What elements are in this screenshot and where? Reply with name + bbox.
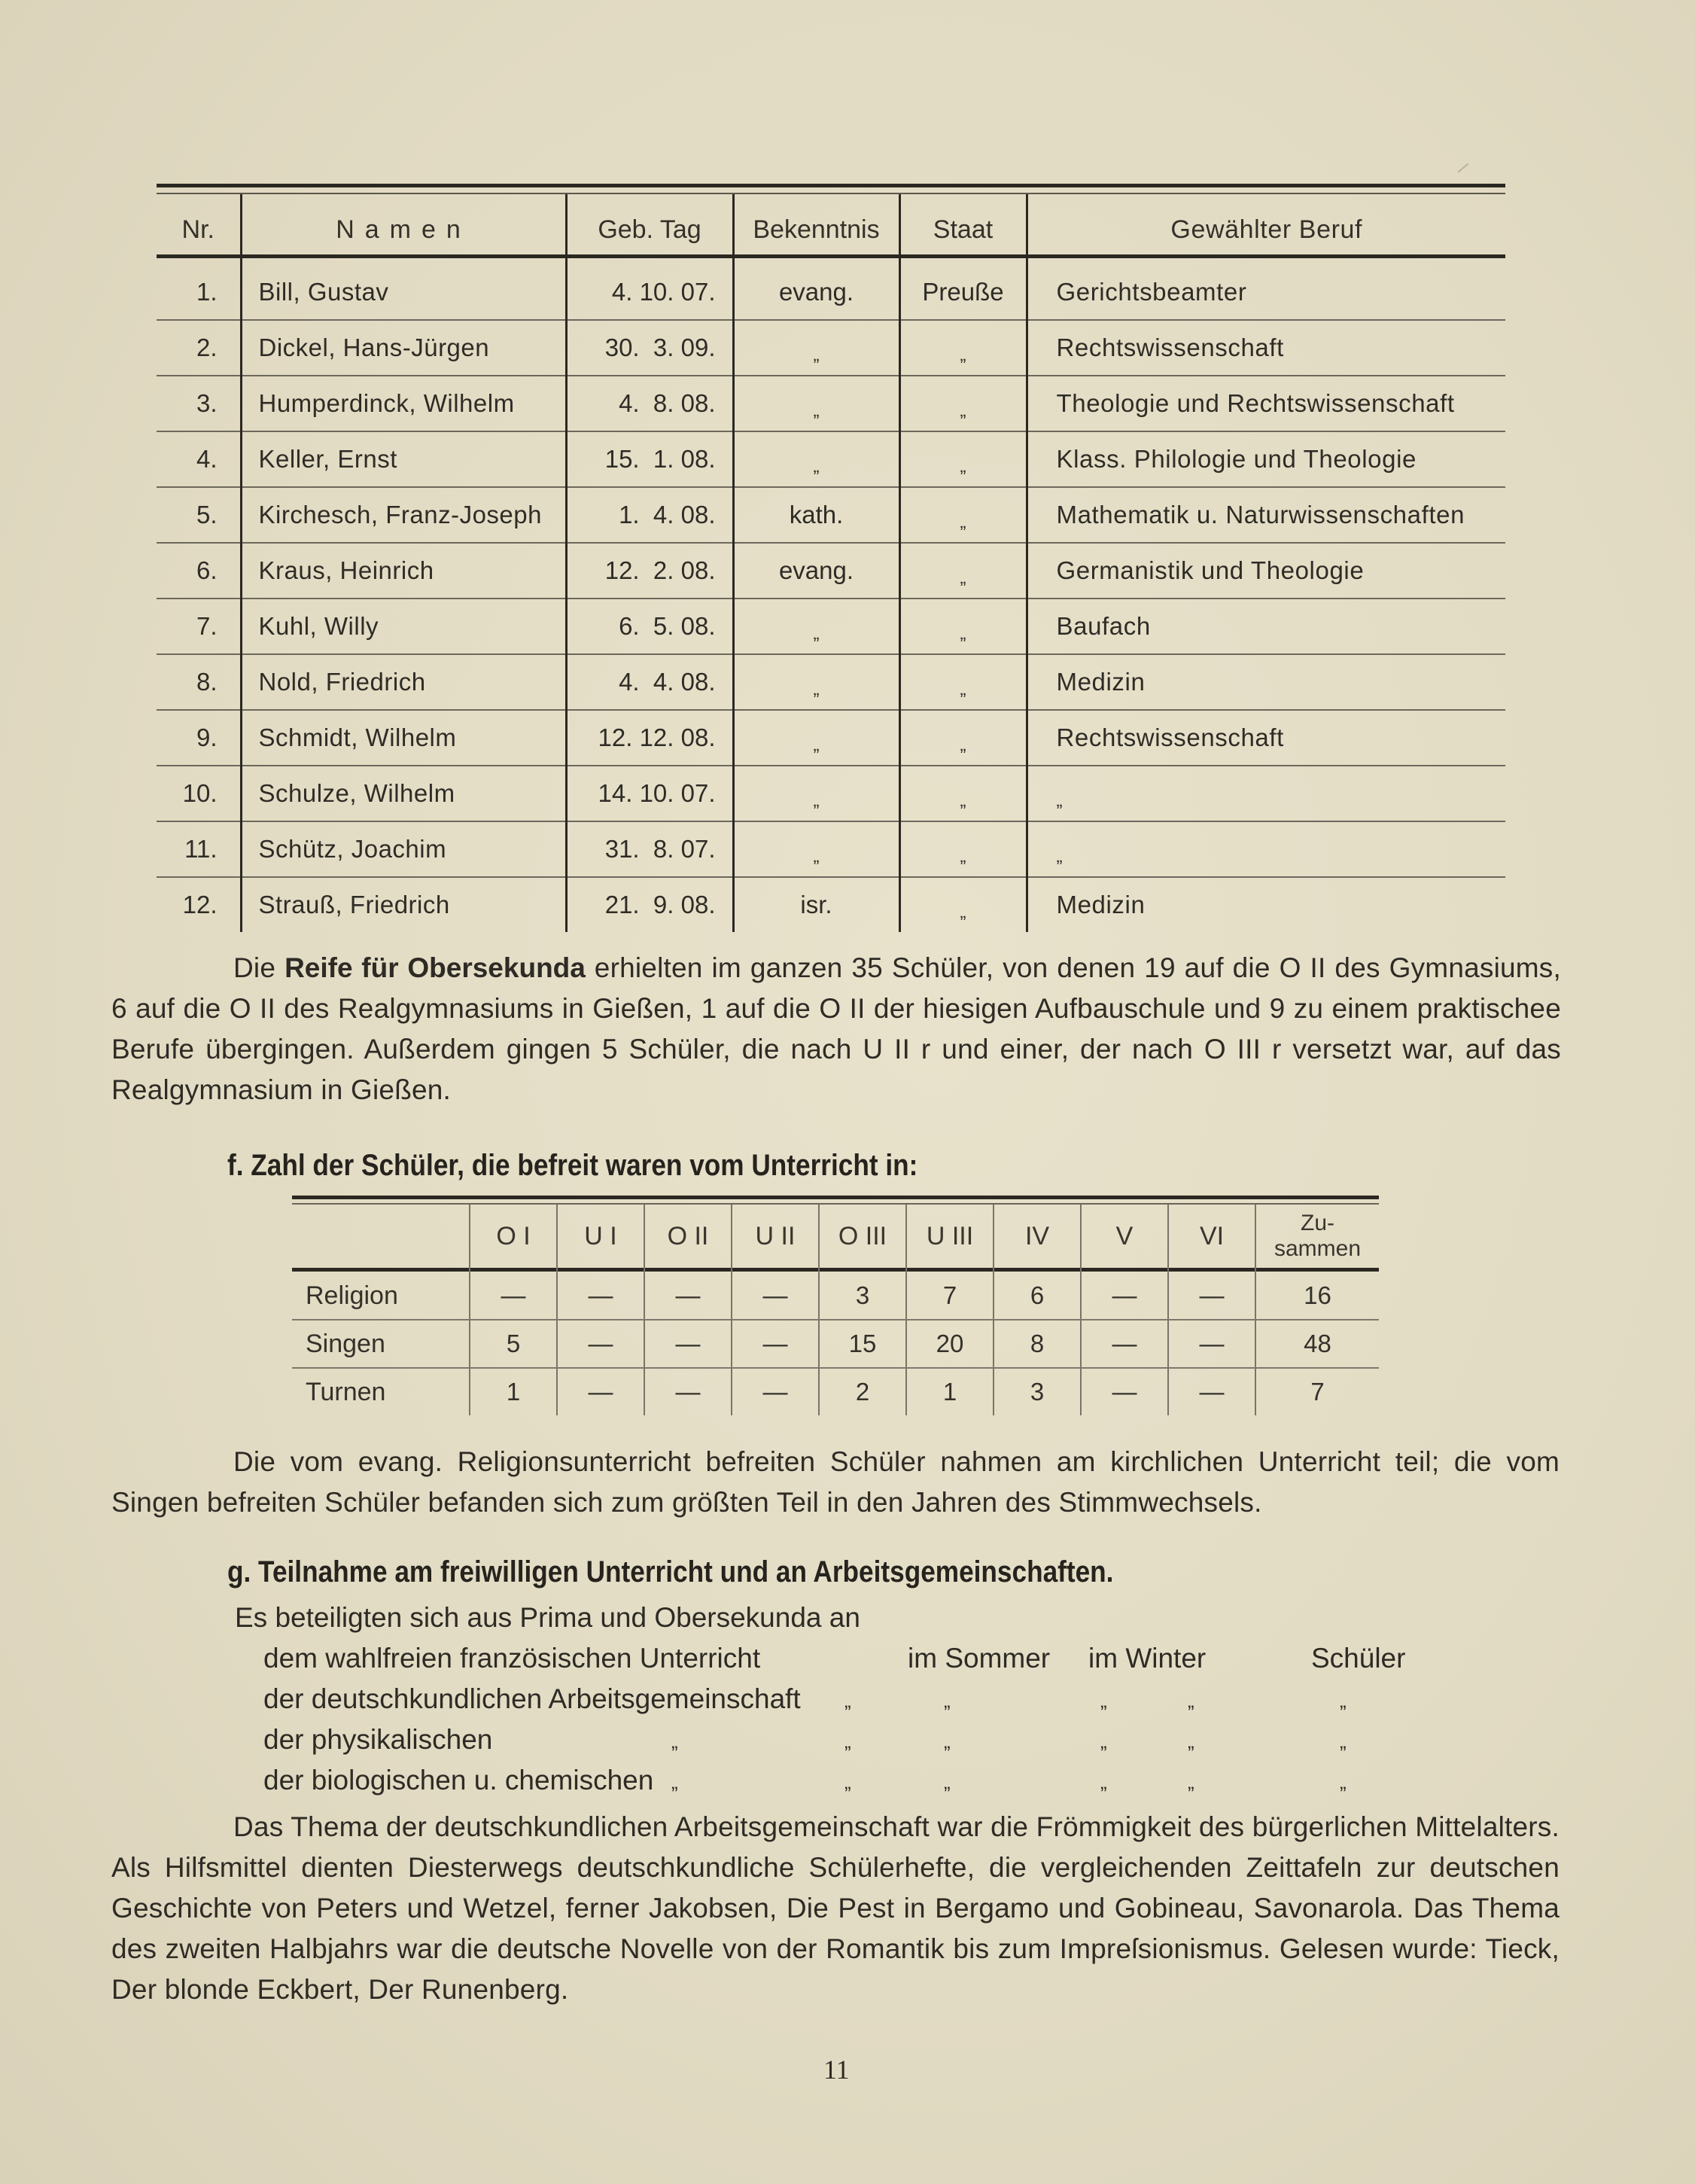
state [899, 320, 1027, 376]
ditto-mark: „ [1100, 1771, 1107, 1793]
row-number-text: 1. [196, 278, 218, 306]
state [899, 877, 1027, 932]
graduate-row [157, 654, 1505, 710]
confession-text: „ [813, 735, 820, 755]
table-rule [292, 1196, 1379, 1199]
chosen-profession [1027, 599, 1505, 654]
row-number-text: 5. [196, 501, 218, 528]
state [899, 654, 1027, 710]
exemption-count: 2 [819, 1368, 906, 1415]
birth-date-text: 1. 4. 08. [619, 501, 716, 528]
state [899, 766, 1027, 821]
chosen-profession [1027, 654, 1505, 710]
row-number [157, 487, 241, 543]
chosen-profession-text: Rechtswissenschaft [1056, 334, 1284, 361]
confession [733, 877, 899, 932]
confession-text: kath. [789, 501, 844, 528]
state-text: „ [960, 623, 966, 644]
exemption-row [292, 1368, 1379, 1415]
exemption-total: 7 [1310, 1378, 1325, 1406]
exemption-count: — [644, 1268, 732, 1320]
student-name-text: Schütz, Joachim [258, 835, 447, 863]
student-name [241, 543, 566, 599]
state-text: „ [960, 568, 966, 588]
ditto-mark: „ [1100, 1730, 1107, 1753]
state [899, 599, 1027, 654]
exemption-count: — [644, 1320, 732, 1368]
ditto-mark: „ [844, 1771, 851, 1793]
header-nr: Nr. [157, 194, 241, 265]
chosen-profession-text: Mathematik u. Naturwissenschaften [1056, 501, 1465, 528]
ditto-mark: „ [1188, 1771, 1194, 1793]
confession [733, 320, 899, 376]
row-number-text: 10. [182, 779, 218, 807]
graduates-table-header [157, 194, 1505, 265]
header-total-line1: Zu- [1301, 1211, 1334, 1235]
row-number [157, 599, 241, 654]
student-name-text: Nold, Friedrich [258, 668, 426, 696]
exemption-count: 6 [994, 1268, 1081, 1320]
exemption-count: — [557, 1268, 644, 1320]
chosen-profession-text: Rechtswissenschaft [1056, 723, 1284, 751]
exemption-count: — [732, 1320, 819, 1368]
state [899, 543, 1027, 599]
header-birth-date: Geb. Tag [566, 194, 733, 265]
confession [733, 654, 899, 710]
student-name [241, 654, 566, 710]
student-name [241, 766, 566, 821]
student-name [241, 376, 566, 431]
table-rule [157, 184, 1505, 187]
row-number-text: 7. [196, 612, 218, 640]
birth-date-text: 12. 12. 08. [598, 723, 716, 751]
chosen-profession [1027, 320, 1505, 376]
row-number-text: 2. [196, 334, 218, 361]
reife-paragraph [111, 948, 1561, 1110]
exemption-count: — [1168, 1320, 1255, 1368]
section-g-paragraph [111, 1807, 1560, 2010]
student-name-text: Schmidt, Wilhelm [258, 723, 457, 751]
exemption-count: 5 [470, 1320, 557, 1368]
row-number-text: 3. [196, 389, 218, 417]
birth-date [566, 599, 733, 654]
exemption-count: — [1081, 1320, 1168, 1368]
state-text: Preuße [922, 278, 1004, 306]
ditto-mark: „ [1340, 1730, 1347, 1753]
header-class: IV [994, 1205, 1081, 1268]
state [899, 265, 1027, 320]
confession-text: „ [813, 846, 820, 867]
row-number [157, 431, 241, 487]
birth-date [566, 376, 733, 431]
ditto-mark: „ [671, 1730, 678, 1753]
confession [733, 821, 899, 877]
ditto-mark: „ [1340, 1771, 1347, 1793]
header-class: U II [732, 1205, 819, 1268]
birth-date [566, 265, 733, 320]
row-number-text: 12. [182, 891, 218, 918]
state [899, 710, 1027, 766]
birth-date [566, 710, 733, 766]
season-summer-label: im Sommer [908, 1643, 1051, 1674]
graduate-row [157, 265, 1505, 320]
birth-date [566, 543, 733, 599]
header-empty [292, 1205, 470, 1268]
header-total-line2: sammen [1274, 1236, 1362, 1261]
exemption-row [292, 1268, 1379, 1320]
reife-text-pre: Die [233, 952, 285, 983]
confession [733, 766, 899, 821]
chosen-profession [1027, 265, 1505, 320]
exemption-total: 48 [1255, 1320, 1379, 1368]
state-text: „ [960, 512, 966, 532]
birth-date-text: 6. 5. 08. [619, 612, 716, 640]
chosen-profession-text: Medizin [1056, 668, 1146, 696]
row-number [157, 877, 241, 932]
confession-text: „ [813, 401, 820, 421]
header-class: U III [906, 1205, 994, 1268]
confession-text: „ [813, 623, 820, 644]
graduate-row [157, 599, 1505, 654]
birth-date-text: 12. 2. 08. [604, 556, 716, 584]
graduate-row [157, 766, 1505, 821]
ditto-mark: „ [844, 1730, 851, 1753]
graduates-table [157, 194, 1505, 932]
confession-text: „ [813, 790, 820, 811]
student-name-text: Humperdinck, Wilhelm [258, 389, 515, 417]
confession-text: „ [813, 456, 820, 477]
exemptions-table-header [292, 1205, 1379, 1268]
chosen-profession-text: Theologie und Rechtswissenschaft [1056, 389, 1455, 417]
confession [733, 376, 899, 431]
state [899, 487, 1027, 543]
birth-date [566, 431, 733, 487]
confession-text: isr. [800, 891, 832, 918]
ditto-mark: „ [944, 1689, 951, 1712]
birth-date-text: 30. 3. 09. [604, 334, 716, 361]
student-name-text: Dickel, Hans-Jürgen [258, 334, 490, 361]
header-class: O I [470, 1205, 557, 1268]
confession [733, 710, 899, 766]
confession [733, 599, 899, 654]
birth-date [566, 877, 733, 932]
confession-text: „ [813, 345, 820, 365]
row-number [157, 766, 241, 821]
state [899, 821, 1027, 877]
student-name-text: Strauß, Friedrich [258, 891, 450, 918]
exemption-count: — [1081, 1368, 1168, 1415]
row-number-text: 9. [196, 723, 218, 751]
row-number [157, 543, 241, 599]
chosen-profession [1027, 821, 1505, 877]
header-total [1255, 1205, 1379, 1268]
student-name [241, 320, 566, 376]
state-text: „ [960, 902, 966, 922]
course-label: der biologischen u. chemischen [263, 1765, 654, 1796]
row-number [157, 821, 241, 877]
header-class: VI [1168, 1205, 1255, 1268]
section-g-paragraph-text: Das Thema der deutschkundlichen Arbeitsgemeinschaft war die Frömmigkeit des bürgerlichen Mittelalters. Als Hilfsmittel dienten Diesterwegs deutschkundliche Schülerhefte, die vergleichenden Zeittafeln zur deutschen Geschichte von Peters und Wetzel, ferner Jakobsen, Die Pest in Bergamo und Gobineau, Savonarola. Das Thema des zweiten Halbjahrs war die deutsche Novelle von der Romantik bis zum Impreſsionismus. Gelesen wurde: Tieck, Der blonde Eckbert, Der Runenberg. [111, 1811, 1560, 2005]
reife-text-post: erhielten im ganzen 35 Schüler, von denen 19 auf die O II des Gymnasiums, 6 auf die O II des Realgymnasiums in Gießen, 1 auf die O II der hiesigen Aufbauschule und 9 zu einem praktischee Berufe übergingen. Außerdem gingen 5 Schüler, die nach U II r und einer, der nach O III r versetzt war, auf das Realgymnasium in Gießen. [111, 952, 1561, 1105]
birth-date [566, 654, 733, 710]
graduate-row [157, 877, 1505, 932]
row-number [157, 320, 241, 376]
student-name [241, 877, 566, 932]
row-number-text: 6. [196, 556, 218, 584]
row-number-text: 11. [184, 835, 218, 863]
student-name-text: Bill, Gustav [258, 278, 389, 306]
header-profession: Gewählter Beruf [1170, 215, 1363, 244]
row-number-text: 4. [196, 445, 218, 473]
header-state: Staat [899, 194, 1027, 265]
state-text: „ [960, 679, 966, 699]
birth-date [566, 487, 733, 543]
birth-date-text: 4. 8. 08. [619, 389, 716, 417]
state [899, 376, 1027, 431]
confession-text: evang. [778, 278, 854, 306]
ditto-mark: „ [1340, 1689, 1347, 1712]
student-name [241, 599, 566, 654]
chosen-profession-text: Germanistik und Theologie [1056, 556, 1365, 584]
chosen-profession [1027, 877, 1505, 932]
chosen-profession [1027, 376, 1505, 431]
student-name [241, 710, 566, 766]
state-text: „ [960, 345, 966, 365]
chosen-profession [1027, 710, 1505, 766]
exemption-count: — [1168, 1368, 1255, 1415]
exemption-count: 1 [906, 1368, 994, 1415]
course-label: der physikalischen [263, 1724, 493, 1755]
exemption-count: — [470, 1268, 557, 1320]
ditto-mark: „ [944, 1730, 951, 1753]
exemption-count: — [732, 1268, 819, 1320]
exemption-count: 3 [819, 1268, 906, 1320]
birth-date [566, 320, 733, 376]
exemption-count: — [557, 1368, 644, 1415]
birth-date-text: 31. 8. 07. [604, 835, 716, 863]
birth-date-text: 4. 4. 08. [619, 668, 716, 696]
exemptions-table [292, 1205, 1379, 1415]
subject-label: Religion [292, 1268, 470, 1320]
unit-label: Schüler [1311, 1643, 1406, 1674]
exemption-row [292, 1320, 1379, 1368]
graduate-row [157, 431, 1505, 487]
exemption-count: — [1168, 1268, 1255, 1320]
student-name-text: Keller, Ernst [258, 445, 397, 473]
graduate-row [157, 487, 1505, 543]
row-number [157, 376, 241, 431]
graduate-row [157, 320, 1505, 376]
ditto-mark: „ [844, 1689, 851, 1712]
section-g-intro-text: Es beteiligten sich aus Prima und Obersekunda an [235, 1602, 860, 1633]
confession-text: „ [813, 679, 820, 699]
chosen-profession-text: Baufach [1056, 612, 1151, 640]
exemption-count: 15 [819, 1320, 906, 1368]
confession [733, 543, 899, 599]
ditto-mark: „ [944, 1771, 951, 1793]
course-label: dem wahlfreien französischen Unterricht [263, 1643, 761, 1674]
header-class: V [1081, 1205, 1168, 1268]
row-number [157, 654, 241, 710]
header-name: Namen [241, 194, 566, 265]
birth-date-text: 21. 9. 08. [604, 891, 716, 918]
course-label: der deutschkundlichen Arbeitsgemeinschaft [263, 1683, 801, 1714]
birth-date-text: 4. 10. 07. [611, 278, 716, 306]
row-number-text: 8. [196, 668, 218, 696]
exemption-count: 7 [906, 1268, 994, 1320]
exemption-total: 16 [1255, 1268, 1379, 1320]
header-confession: Bekenntnis [733, 194, 899, 265]
chosen-profession-text: „ [1056, 846, 1064, 867]
exemption-count: — [1081, 1268, 1168, 1320]
birth-date-text: 15. 1. 08. [604, 445, 716, 473]
confession [733, 265, 899, 320]
section-f-heading: f. Zahl der Schüler, die befreit waren vom Unterricht in: [227, 1149, 918, 1182]
birth-date [566, 766, 733, 821]
chosen-profession [1027, 543, 1505, 599]
state-text: „ [960, 456, 966, 477]
reife-bold-term: Reife für Obersekunda [285, 952, 586, 983]
student-name [241, 821, 566, 877]
exemption-count: 8 [994, 1320, 1081, 1368]
student-name-text: Kuhl, Willy [258, 612, 379, 640]
subject-label: Singen [292, 1320, 470, 1368]
confession [733, 431, 899, 487]
chosen-profession-text: Medizin [1056, 891, 1146, 918]
exemption-count: — [644, 1368, 732, 1415]
state-text: „ [960, 735, 966, 755]
student-name-text: Kraus, Heinrich [258, 556, 434, 584]
header-class: U I [557, 1205, 644, 1268]
subject-label: Turnen [292, 1368, 470, 1415]
chosen-profession [1027, 431, 1505, 487]
student-name-text: Kirchesch, Franz-Joseph [258, 501, 542, 528]
graduate-row [157, 710, 1505, 766]
exemption-count: — [732, 1368, 819, 1415]
season-winter-label: im Winter [1088, 1643, 1207, 1674]
graduate-row [157, 821, 1505, 877]
state-text: „ [960, 790, 966, 811]
exemption-count: — [557, 1320, 644, 1368]
row-number [157, 265, 241, 320]
student-name-text: Schulze, Wilhelm [258, 779, 455, 807]
exemption-count: 1 [470, 1368, 557, 1415]
page-number: 11 [823, 2055, 850, 2085]
section-g-heading: g. Teilnahme am freiwilligen Unterricht und an Arbeitsgemeinschaften. [227, 1555, 1114, 1589]
ditto-mark: „ [1188, 1689, 1194, 1712]
state [899, 431, 1027, 487]
student-name [241, 487, 566, 543]
chosen-profession-text: Gerichtsbeamter [1056, 278, 1247, 306]
exemption-count: 3 [994, 1368, 1081, 1415]
exemptions-note-text: Die vom evang. Religionsunterricht befreiten Schüler nahmen am kirchlichen Unterricht teil; die vom Singen befreiten Schüler befanden sich zum größten Teil in den Jahren des Stimmwechsels. [111, 1446, 1560, 1518]
chosen-profession-text: Klass. Philologie und Theologie [1056, 445, 1417, 473]
paper-mark [1457, 163, 1468, 172]
confession-text: evang. [778, 556, 854, 584]
ditto-mark: „ [671, 1771, 678, 1793]
header-class: O II [644, 1205, 732, 1268]
confession [733, 487, 899, 543]
chosen-profession [1027, 766, 1505, 821]
student-name [241, 431, 566, 487]
graduate-row [157, 543, 1505, 599]
birth-date [566, 821, 733, 877]
ditto-mark: „ [1188, 1730, 1194, 1753]
state-text: „ [960, 846, 966, 867]
graduate-row [157, 376, 1505, 431]
row-number [157, 710, 241, 766]
header-class: O III [819, 1205, 906, 1268]
state-text: „ [960, 401, 966, 421]
chosen-profession-text: „ [1056, 790, 1064, 811]
birth-date-text: 14. 10. 07. [598, 779, 716, 807]
student-name [241, 265, 566, 320]
ditto-mark: „ [1100, 1689, 1107, 1712]
exemptions-note [111, 1442, 1560, 1523]
chosen-profession [1027, 487, 1505, 543]
exemption-count: 20 [906, 1320, 994, 1368]
